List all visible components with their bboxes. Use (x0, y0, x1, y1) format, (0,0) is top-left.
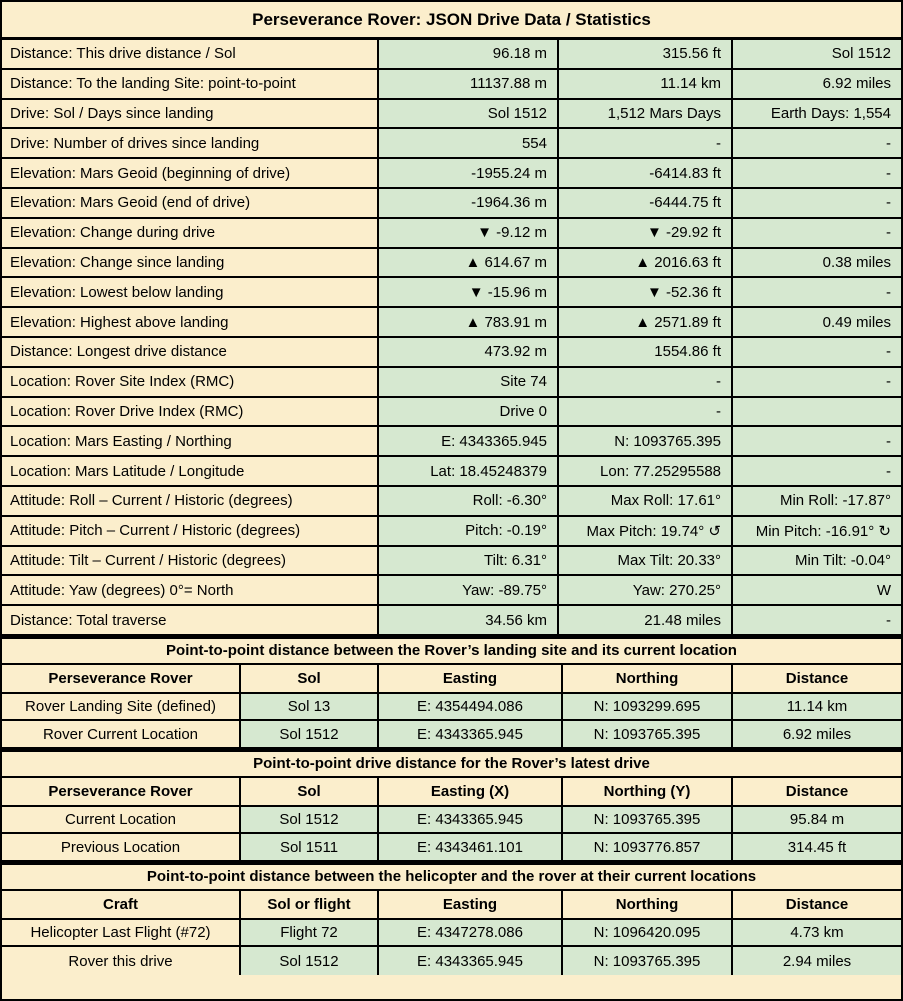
value-cell: ▼ -15.96 m (379, 278, 559, 308)
column-header: Distance (733, 665, 901, 694)
value-cell: 1,512 Mars Days (559, 100, 733, 130)
value-cell: 2.94 miles (733, 947, 901, 975)
main-stats-table (2, 40, 901, 636)
value-cell: ▲ 614.67 m (379, 249, 559, 279)
value-cell: Max Roll: 17.61° (559, 487, 733, 517)
row-label: Distance: Longest drive distance (2, 338, 379, 368)
value-cell: E: 4343461.101 (379, 834, 563, 862)
value-cell: 34.56 km (379, 606, 559, 636)
value-cell: N: 1093765.395 (559, 427, 733, 457)
value-cell: 11.14 km (559, 70, 733, 100)
value-cell: 4.73 km (733, 920, 901, 948)
row-label: Drive: Number of drives since landing (2, 129, 379, 159)
value-cell: 0.38 miles (733, 249, 901, 279)
section-landing-vs-current (2, 636, 901, 749)
value-cell: Max Tilt: 20.33° (559, 547, 733, 577)
row-label: Rover Current Location (2, 721, 241, 749)
table-row (2, 807, 901, 835)
value-cell: - (733, 159, 901, 189)
value-cell: Drive 0 (379, 398, 559, 428)
section-header-row (2, 778, 901, 807)
value-cell: Flight 72 (241, 920, 379, 948)
row-label: Elevation: Change during drive (2, 219, 379, 249)
value-cell: Sol 1512 (241, 807, 379, 835)
table-row (2, 694, 901, 722)
value-cell: Min Pitch: -16.91° ↻ (733, 517, 901, 547)
value-cell: Yaw: -89.75° (379, 576, 559, 606)
table-row (2, 278, 901, 308)
row-label: Helicopter Last Flight (#72) (2, 920, 241, 948)
value-cell: 11.14 km (733, 694, 901, 722)
value-cell: ▼ -52.36 ft (559, 278, 733, 308)
column-header: Distance (733, 891, 901, 920)
value-cell: - (733, 278, 901, 308)
value-cell: 314.45 ft (733, 834, 901, 862)
value-cell: Sol 1512 (241, 947, 379, 975)
value-cell: 95.84 m (733, 807, 901, 835)
table-row (2, 576, 901, 606)
row-label: Drive: Sol / Days since landing (2, 100, 379, 130)
column-header: Easting (379, 665, 563, 694)
table-row (2, 920, 901, 948)
value-cell: -6444.75 ft (559, 189, 733, 219)
table-row (2, 308, 901, 338)
row-label: Location: Mars Latitude / Longitude (2, 457, 379, 487)
row-label: Attitude: Yaw (degrees) 0°= North (2, 576, 379, 606)
value-cell: N: 1093765.395 (563, 807, 733, 835)
row-label: Elevation: Highest above landing (2, 308, 379, 338)
row-label: Location: Mars Easting / Northing (2, 427, 379, 457)
value-cell: E: 4354494.086 (379, 694, 563, 722)
table-row (2, 547, 901, 577)
column-header: Sol or flight (241, 891, 379, 920)
column-header: Craft (2, 891, 241, 920)
section-title: Point-to-point distance between the Rover’s landing site and its current location (2, 639, 901, 665)
table-row (2, 100, 901, 130)
row-label: Distance: To the landing Site: point-to-point (2, 70, 379, 100)
value-cell: Sol 1512 (733, 40, 901, 70)
value-cell: Tilt: 6.31° (379, 547, 559, 577)
row-label: Elevation: Lowest below landing (2, 278, 379, 308)
value-cell: 315.56 ft (559, 40, 733, 70)
value-cell: - (733, 427, 901, 457)
value-cell: - (733, 338, 901, 368)
column-header: Easting (X) (379, 778, 563, 807)
value-cell: N: 1093765.395 (563, 721, 733, 749)
value-cell: Earth Days: 1,554 (733, 100, 901, 130)
row-label: Location: Rover Site Index (RMC) (2, 368, 379, 398)
value-cell: Site 74 (379, 368, 559, 398)
table-row (2, 368, 901, 398)
row-label: Distance: Total traverse (2, 606, 379, 636)
row-label: Previous Location (2, 834, 241, 862)
column-header: Sol (241, 665, 379, 694)
value-cell: 96.18 m (379, 40, 559, 70)
row-label: Elevation: Mars Geoid (end of drive) (2, 189, 379, 219)
value-cell: - (559, 398, 733, 428)
table-row (2, 947, 901, 975)
table-row (2, 606, 901, 636)
value-cell: Sol 1512 (379, 100, 559, 130)
value-cell: ▼ -29.92 ft (559, 219, 733, 249)
value-cell: Min Roll: -17.87° (733, 487, 901, 517)
value-cell: - (559, 368, 733, 398)
column-header: Distance (733, 778, 901, 807)
value-cell: E: 4343365.945 (379, 807, 563, 835)
row-label: Current Location (2, 807, 241, 835)
value-cell: 554 (379, 129, 559, 159)
table-row (2, 219, 901, 249)
table-row (2, 70, 901, 100)
value-cell: ▲ 2016.63 ft (559, 249, 733, 279)
column-header: Northing (Y) (563, 778, 733, 807)
table-row (2, 487, 901, 517)
value-cell: -1955.24 m (379, 159, 559, 189)
value-cell: Lat: 18.45248379 (379, 457, 559, 487)
value-cell: N: 1096420.095 (563, 920, 733, 948)
column-header: Northing (563, 891, 733, 920)
value-cell: E: 4347278.086 (379, 920, 563, 948)
value-cell: E: 4343365.945 (379, 947, 563, 975)
row-label: Attitude: Pitch – Current / Historic (degrees) (2, 517, 379, 547)
section-header-row (2, 891, 901, 920)
value-cell: 0.49 miles (733, 308, 901, 338)
value-cell: E: 4343365.945 (379, 721, 563, 749)
value-cell: Sol 1512 (241, 721, 379, 749)
table-row (2, 721, 901, 749)
value-cell: - (733, 189, 901, 219)
table-row (2, 457, 901, 487)
value-cell: Min Tilt: -0.04° (733, 547, 901, 577)
column-header: Perseverance Rover (2, 778, 241, 807)
value-cell: 6.92 miles (733, 721, 901, 749)
table-row (2, 517, 901, 547)
value-cell: 473.92 m (379, 338, 559, 368)
value-cell: Lon: 77.25295588 (559, 457, 733, 487)
value-cell: N: 1093776.857 (563, 834, 733, 862)
value-cell: Sol 13 (241, 694, 379, 722)
row-label: Elevation: Change since landing (2, 249, 379, 279)
table-row (2, 159, 901, 189)
row-label: Attitude: Tilt – Current / Historic (degrees) (2, 547, 379, 577)
value-cell: 21.48 miles (559, 606, 733, 636)
page-title: Perseverance Rover: JSON Drive Data / Statistics (2, 2, 901, 40)
value-cell: -6414.83 ft (559, 159, 733, 189)
value-cell: -1964.36 m (379, 189, 559, 219)
table-row (2, 189, 901, 219)
value-cell: E: 4343365.945 (379, 427, 559, 457)
section-helicopter-vs-rover (2, 862, 901, 975)
column-header: Sol (241, 778, 379, 807)
section-title: Point-to-point drive distance for the Rover’s latest drive (2, 752, 901, 778)
column-header: Perseverance Rover (2, 665, 241, 694)
table-row (2, 398, 901, 428)
table-row (2, 427, 901, 457)
value-cell: - (733, 368, 901, 398)
row-label: Elevation: Mars Geoid (beginning of drive) (2, 159, 379, 189)
value-cell: - (733, 606, 901, 636)
table-row (2, 40, 901, 70)
value-cell: - (733, 457, 901, 487)
table-row (2, 834, 901, 862)
value-cell: 6.92 miles (733, 70, 901, 100)
row-label: Distance: This drive distance / Sol (2, 40, 379, 70)
row-label: Location: Rover Drive Index (RMC) (2, 398, 379, 428)
row-label: Rover Landing Site (defined) (2, 694, 241, 722)
value-cell: N: 1093765.395 (563, 947, 733, 975)
section-header-row (2, 665, 901, 694)
value-cell: ▲ 783.91 m (379, 308, 559, 338)
value-cell: 11137.88 m (379, 70, 559, 100)
value-cell: W (733, 576, 901, 606)
value-cell: Yaw: 270.25° (559, 576, 733, 606)
value-cell: Sol 1511 (241, 834, 379, 862)
value-cell (733, 398, 901, 428)
row-label: Rover this drive (2, 947, 241, 975)
section-title: Point-to-point distance between the helicopter and the rover at their current locations (2, 865, 901, 891)
table-row (2, 249, 901, 279)
value-cell: ▼ -9.12 m (379, 219, 559, 249)
section-latest-drive (2, 749, 901, 862)
value-cell: Pitch: -0.19° (379, 517, 559, 547)
value-cell: N: 1093299.695 (563, 694, 733, 722)
value-cell: - (733, 129, 901, 159)
value-cell: - (733, 219, 901, 249)
value-cell: Max Pitch: 19.74° ↺ (559, 517, 733, 547)
column-header: Easting (379, 891, 563, 920)
table-row (2, 129, 901, 159)
row-label: Attitude: Roll – Current / Historic (degrees) (2, 487, 379, 517)
column-header: Northing (563, 665, 733, 694)
table-row (2, 338, 901, 368)
value-cell: ▲ 2571.89 ft (559, 308, 733, 338)
value-cell: Roll: -6.30° (379, 487, 559, 517)
value-cell: - (559, 129, 733, 159)
value-cell: 1554.86 ft (559, 338, 733, 368)
